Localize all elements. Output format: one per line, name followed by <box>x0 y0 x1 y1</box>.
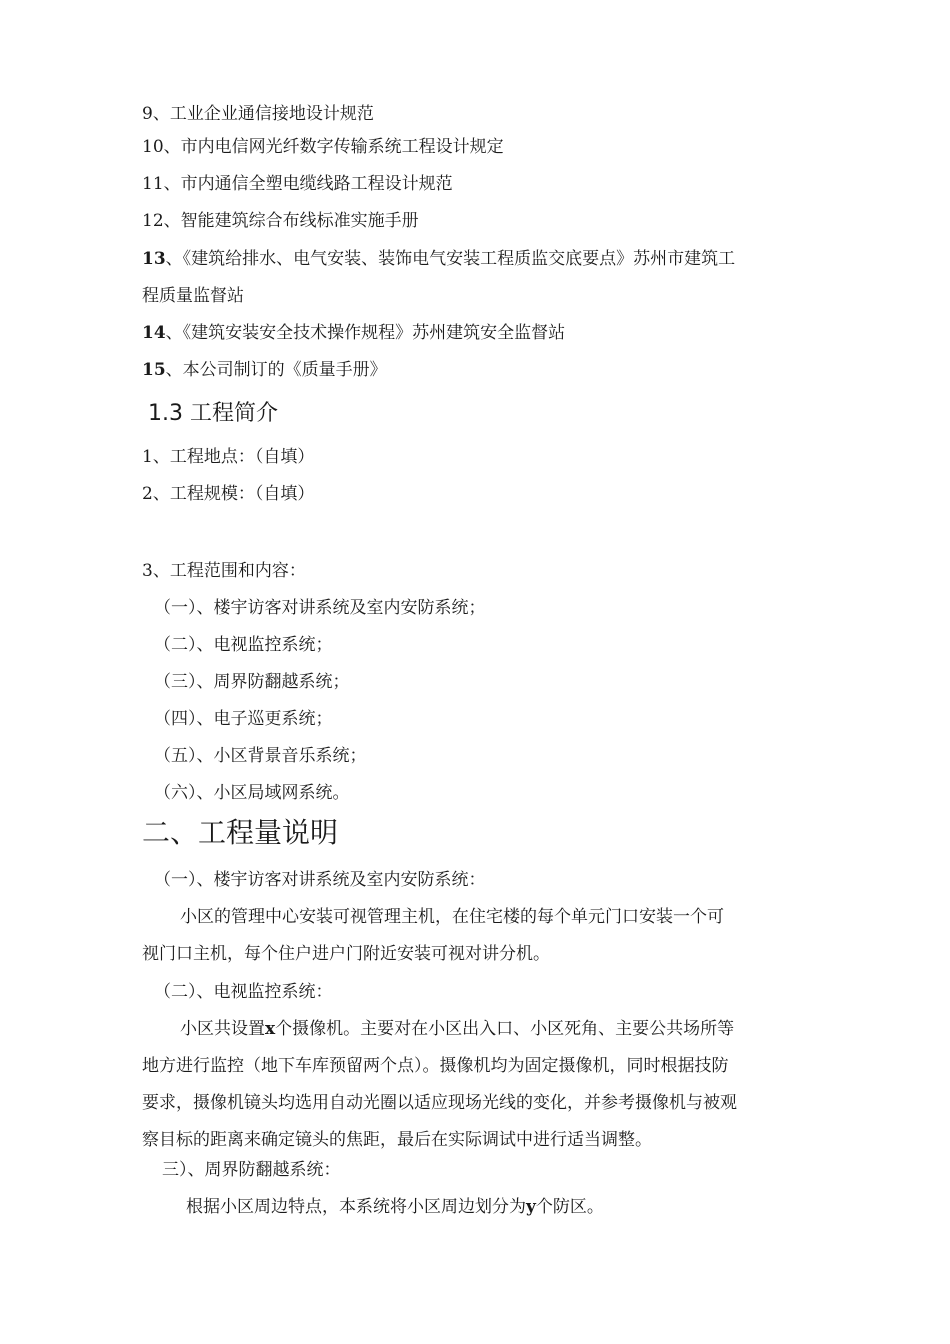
paragraph-cctv-line-1 <box>180 1018 734 1040</box>
paragraph-intercom-line-1: 小区的管理中心安装可视管理主机，在住宅楼的每个单元门口安装一个可 <box>180 907 724 927</box>
paragraph-cctv-line-4: 察目标的距离来确定镜头的焦距，最后在实际调试中进行适当调整。 <box>142 1130 652 1150</box>
reference-number-14: 14 <box>142 323 166 343</box>
reference-item-9: 9、工业企业通信接地设计规范 <box>142 104 374 124</box>
scope-item-5: （五）、小区背景音乐系统； <box>154 746 367 766</box>
reference-text-15: 、本公司制订的《质量手册》 <box>165 360 387 380</box>
project-scale: 2、工程规模：（自填） <box>142 484 315 504</box>
scope-item-4: （四）、电子巡更系统； <box>154 709 333 729</box>
subsection-title-perimeter: 三）、周界防翻越系统： <box>162 1160 341 1180</box>
section-heading-overview: 1.3 工程简介 <box>148 401 278 426</box>
paragraph-intercom-line-2: 视门口主机，每个住户进户门附近安装可视对讲分机。 <box>142 944 550 964</box>
subsection-title-intercom: （一）、楼宇访客对讲系统及室内安防系统： <box>154 870 486 890</box>
section-heading-quantities: 二、工程量说明 <box>142 816 339 849</box>
reference-item-13-continued: 程质量监督站 <box>142 286 244 306</box>
paragraph-cctv-line-2: 地方进行监控（地下车库预留两个点）。摄像机均为固定摄像机，同时根据技防 <box>142 1056 729 1076</box>
subsection-title-cctv: （二）、电视监控系统： <box>154 982 333 1002</box>
paragraph-cctv-line-3: 要求，摄像机镜头均选用自动光圈以适应现场光线的变化，并参考摄像机与被观 <box>142 1093 737 1113</box>
reference-text-14: 、《建筑安装安全技术操作规程》苏州建筑安全监督站 <box>165 323 566 343</box>
camera-count-placeholder: x <box>265 1019 276 1039</box>
zone-count-placeholder: y <box>526 1197 536 1217</box>
scope-item-6: （六）、小区局域网系统。 <box>154 783 350 803</box>
paragraph-cctv-text-a: 小区共设置 <box>180 1019 265 1039</box>
reference-item-15 <box>142 359 387 381</box>
paragraph-perimeter-text-b: 个防区。 <box>535 1197 604 1217</box>
reference-text-13: 、《建筑给排水、电气安装、装饰电气安装工程质监交底要点》苏州市建筑工 <box>165 249 736 269</box>
project-scope: 3、工程范围和内容： <box>142 561 306 581</box>
reference-item-14 <box>142 322 565 344</box>
scope-item-3: （三）、周界防翻越系统； <box>154 672 350 692</box>
scope-item-2: （二）、电视监控系统； <box>154 635 333 655</box>
reference-number-13: 13 <box>142 249 166 269</box>
paragraph-perimeter-text-a: 根据小区周边特点，本系统将小区周边划分为 <box>186 1197 526 1217</box>
project-location: 1、工程地点：（自填） <box>142 447 315 467</box>
reference-item-11: 11、市内通信全塑电缆线路工程设计规范 <box>142 174 453 194</box>
scope-item-1: （一）、楼宇访客对讲系统及室内安防系统； <box>154 598 486 618</box>
reference-item-10: 10、市内电信网光纤数字传输系统工程设计规定 <box>142 137 504 157</box>
reference-item-13 <box>142 248 735 270</box>
paragraph-perimeter-line-1 <box>186 1196 604 1218</box>
reference-number-15: 15 <box>142 360 166 380</box>
reference-item-12: 12、智能建筑综合布线标准实施手册 <box>142 211 419 231</box>
paragraph-cctv-text-b: 个摄像机。主要对在小区出入口、小区死角、主要公共场所等 <box>275 1019 735 1039</box>
